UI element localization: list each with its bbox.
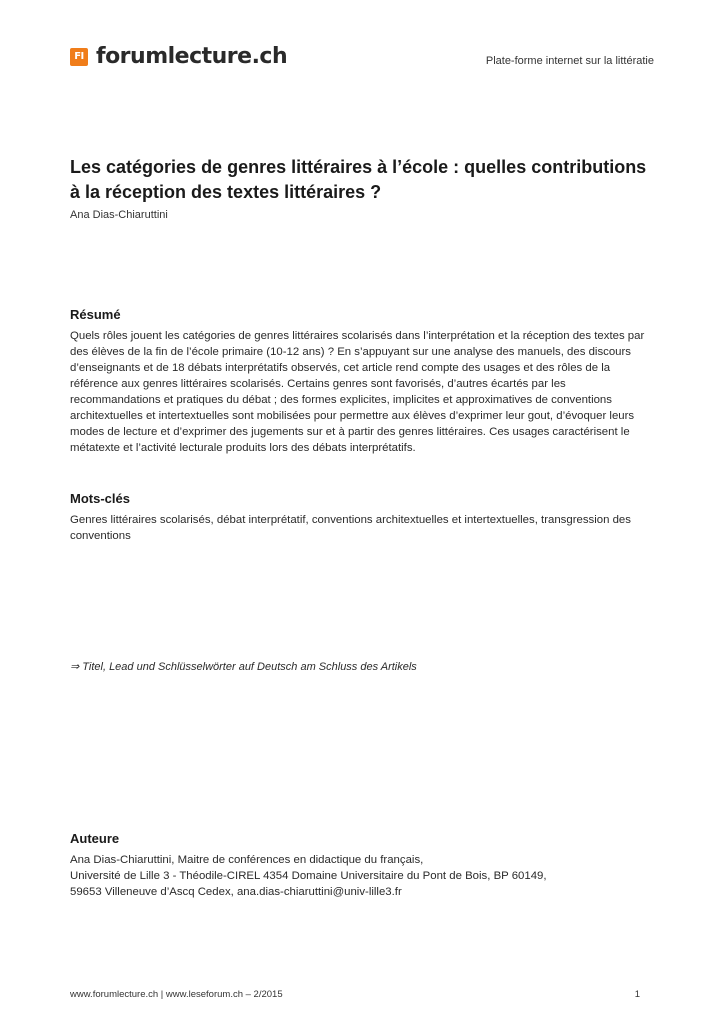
page-header (70, 44, 654, 74)
footer-links[interactable]: www.forumlecture.ch | www.leseforum.ch – 2/2015 (70, 989, 283, 1000)
auteur-line-name: Ana Dias-Chiaruttini, Maitre de conférences en didactique du français, (70, 854, 424, 866)
german-summary-note: ⇒ Titel, Lead und Schlüsselwörter auf Deutsch am Schluss des Artikels (70, 661, 417, 673)
site-logo[interactable] (70, 44, 287, 69)
keywords-body: Genres littéraires scolarisés, débat interprétatif, conventions architextuelles et intertextuelles, transgression des conventions (70, 514, 631, 542)
auteur-body (70, 852, 670, 900)
page-number: 1 (634, 989, 640, 1000)
article-author: Ana Dias-Chiaruttini (70, 209, 168, 221)
logo-text: forumlecture.ch (96, 44, 288, 69)
auteur-line-affiliation: Université de Lille 3 - Théodile-CIREL 4354 Domaine Universitaire du Pont de Bois, BP 60149, (70, 870, 547, 882)
keywords-heading: Mots-clés (70, 491, 130, 506)
article-title: Les catégories de genres littéraires à l’école : quelles contributions à la réception des textes littéraires ? (70, 157, 647, 202)
auteur-line-address[interactable]: 59653 Villeneuve d’Ascq Cedex, ana.dias-chiaruttini@univ-lille3.fr (70, 886, 402, 898)
resume-body: Quels rôles jouent les catégories de genres littéraires scolarisés dans l’interprétation et la réception des textes par des élèves de la fin de l’école primaire (10-12 ans) ? En s’appuyant sur une analyse des manuels, des discours d’enseignants et de 18 débats interprétatifs observés, cet article rend compte des usages et des rôles de la référence aux genres littéraires scolarisés. Certains genres sont favorisés, d’autres écartés par les recommandations et pratiques du débat ; des formes explicites, implicites et approximatives de conventions architextuelles et intertextuelles sont mobilisées pour permettre aux élèves d’exprimer leur gout, d’évoquer leurs modes de lecture et d’exprimer des jugements sur et à partir des genres littéraires. Ces usages caractérisent le métatexte et l’activité lecturale produits lors des débats interprétatifs. (70, 330, 645, 454)
resume-heading: Résumé (70, 307, 121, 322)
logo-icon: FI (70, 48, 88, 66)
site-tagline: Plate-forme internet sur la littératie (485, 55, 654, 67)
auteur-heading: Auteure (70, 831, 120, 846)
